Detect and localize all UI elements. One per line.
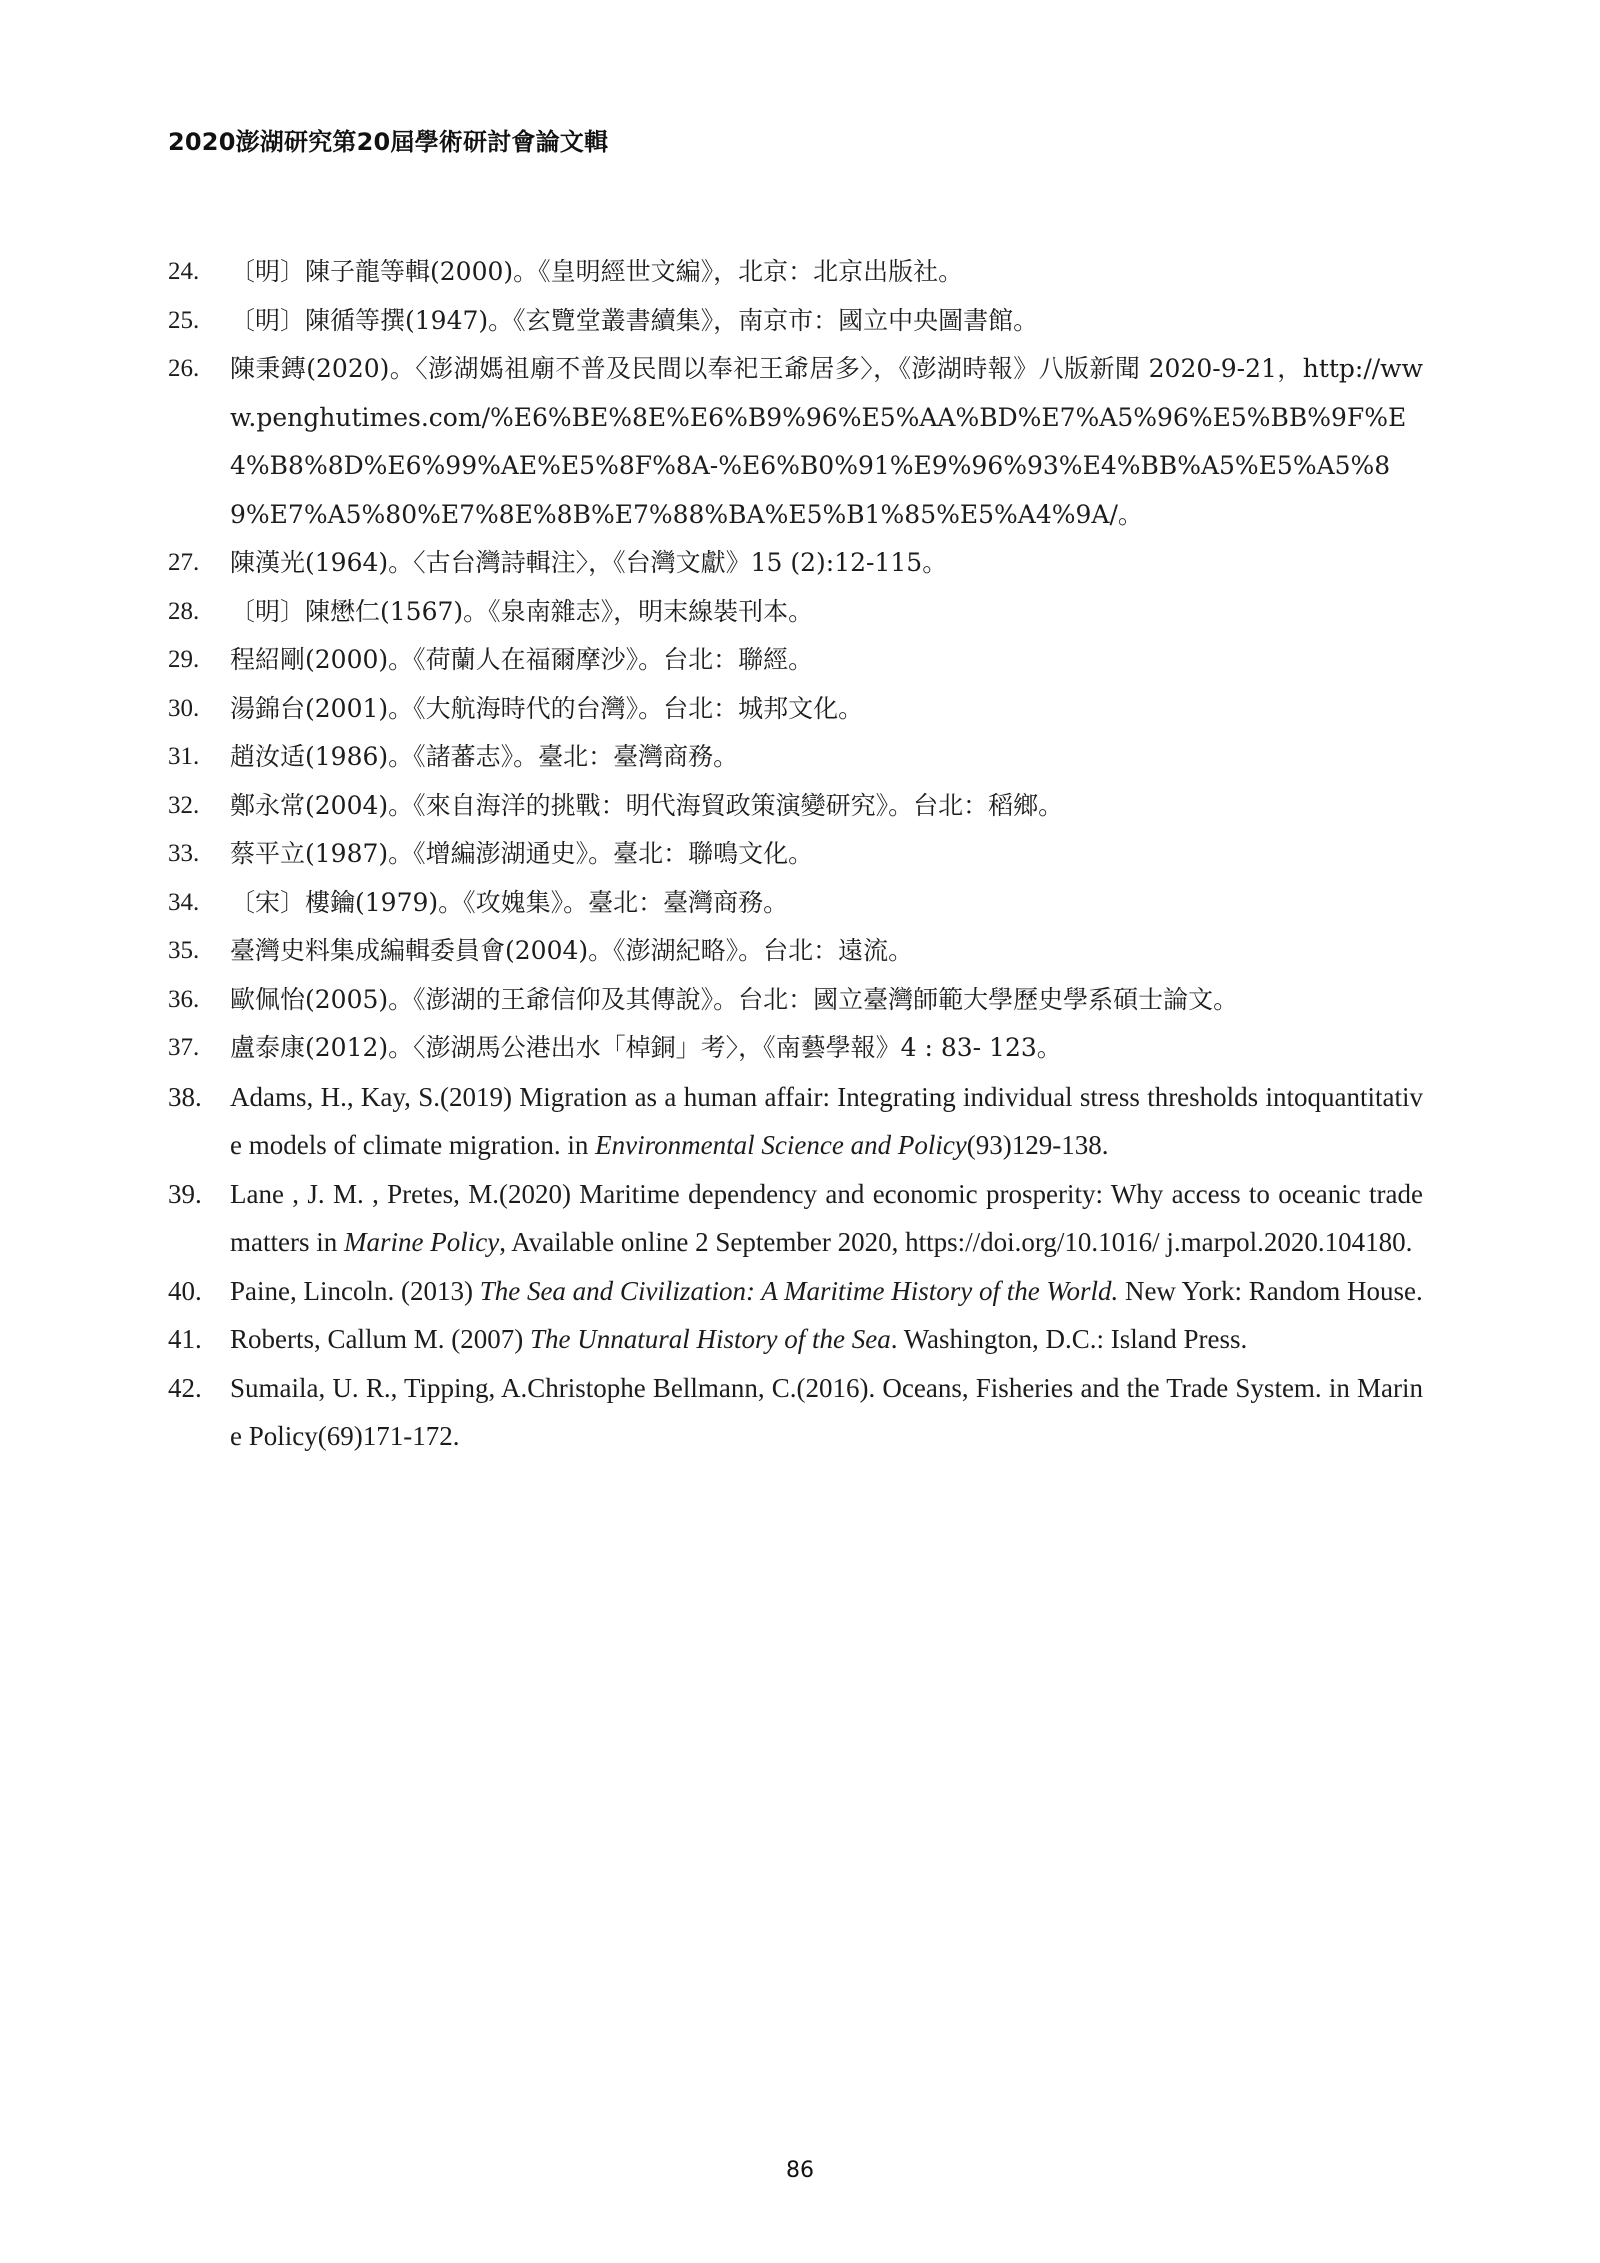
reference-text-segment: 〔宋〕樓鑰(1979)。《攻媿集》。臺北：臺灣商務。 — [230, 887, 789, 917]
reference-item — [168, 636, 1423, 685]
reference-text-segment: 湯錦台(2001)。《大航海時代的台灣》。台北：城邦文化。 — [230, 693, 864, 723]
reference-item — [168, 539, 1423, 588]
reference-number: 37. — [168, 1034, 200, 1061]
reference-text — [230, 1267, 1423, 1316]
reference-title-italic: Environmental Science and Policy — [595, 1130, 967, 1160]
reference-item — [168, 976, 1423, 1025]
reference-text-segment: 陳秉鏄(2020)。〈澎湖媽祖廟不普及民間以奉祀王爺居多〉，《澎湖時報》八版新聞 2020-9-21，http://www.penghutimes.com/%E6%BE%8E%E6%B9%96%E5%AA%BD%E7%A5%96%E5%BB%9F%E4%B8%8D%E6%99%AE%E5%8F%8A-%E6%B0%91%E9%96%93%E4%BB%A5%E5%A5%89%E7%A5%80%E7%8E%8B%E7%88%BA%E5%B1%85%E5%A4%9A/。 — [230, 354, 1423, 529]
reference-text — [230, 685, 1423, 734]
reference-number: 30. — [168, 694, 200, 722]
reference-number: 31. — [168, 743, 200, 770]
reference-text — [230, 539, 1423, 588]
reference-text — [230, 1024, 1423, 1073]
reference-text-segment: , Available online 2 September 2020, https://doi.org/10.1016/ j.marpol.2020.104180. — [499, 1227, 1413, 1257]
reference-number: 42. — [168, 1372, 202, 1403]
reference-text-segment: 臺灣史料集成編輯委員會(2004)。《澎湖紀略》。台北：遠流。 — [230, 936, 914, 965]
reference-item — [168, 1267, 1423, 1316]
reference-text — [230, 976, 1423, 1025]
reference-number: 28. — [168, 597, 200, 625]
reference-text-segment: 〔明〕陳循等撰(1947)。《玄覽堂叢書續集》，南京市：國立中央圖書館。 — [230, 305, 1039, 335]
reference-text — [230, 248, 1423, 297]
reference-text — [230, 636, 1423, 685]
reference-number: 33. — [168, 840, 200, 867]
reference-text — [230, 1364, 1423, 1461]
reference-number: 25. — [168, 306, 200, 334]
reference-item — [168, 1073, 1423, 1170]
reference-text — [230, 588, 1423, 637]
reference-number: 41. — [168, 1324, 202, 1354]
reference-text — [230, 1170, 1423, 1267]
reference-item — [168, 733, 1423, 782]
reference-text — [230, 297, 1423, 346]
reference-text-segment: New York: Random House. — [1118, 1275, 1423, 1306]
reference-number: 35. — [168, 937, 200, 964]
reference-text-segment: (93)129-138. — [966, 1130, 1109, 1160]
reference-item — [168, 1024, 1423, 1073]
reference-item — [168, 1170, 1423, 1267]
reference-number: 29. — [168, 646, 200, 673]
reference-text-segment: 〔明〕陳懋仁(1567)。《泉南雜志》，明末線裝刊本。 — [230, 596, 814, 626]
reference-text — [230, 733, 1423, 782]
reference-item — [168, 345, 1423, 539]
reference-text-segment: Adams, H., Kay, S.(2019) Migration as a human affair: Integrating individual stress thresholds intoquantitative models of climate migration. in — [230, 1081, 1423, 1160]
reference-item — [168, 879, 1423, 928]
reference-title-italic: Marine Policy — [343, 1227, 500, 1257]
reference-number: 34. — [168, 888, 200, 916]
reference-item — [168, 588, 1423, 637]
page-number: 86 — [786, 2158, 814, 2183]
reference-item — [168, 782, 1423, 831]
reference-text-segment: Paine, Lincoln. (2013) — [230, 1275, 480, 1306]
reference-item — [168, 830, 1423, 879]
reference-text-segment: 鄭永常(2004)。《來自海洋的挑戰：明代海貿政策演變研究》。台北：稻鄉。 — [230, 790, 1064, 820]
reference-text — [230, 1073, 1423, 1170]
reference-number: 36. — [168, 985, 200, 1013]
reference-text-segment: Lane , J. M. , Pretes, M.(2020) Maritime dependency and economic prosperity: Why access to oceanic trade matters in — [230, 1178, 1423, 1257]
reference-text-segment: 趙汝适(1986)。《諸蕃志》。臺北：臺灣商務。 — [230, 742, 739, 771]
reference-text — [230, 782, 1423, 831]
reference-number: 32. — [168, 791, 200, 819]
reference-text — [230, 1315, 1423, 1364]
reference-number: 24. — [168, 258, 200, 285]
reference-text — [230, 345, 1423, 539]
reference-number: 26. — [168, 355, 200, 382]
reference-item — [168, 1315, 1423, 1364]
reference-text — [230, 879, 1423, 928]
reference-text-segment: 歐佩怡(2005)。《澎湖的王爺信仰及其傳說》。台北：國立臺灣師範大學歷史學系碩士論文。 — [230, 984, 1239, 1014]
reference-text-segment: 〔明〕陳子龍等輯(2000)。《皇明經世文編》，北京：北京出版社。 — [230, 257, 964, 286]
reference-number: 39. — [168, 1178, 202, 1209]
reference-item — [168, 297, 1423, 346]
reference-number: 40. — [168, 1275, 202, 1306]
reference-text — [230, 927, 1423, 976]
reference-text-segment: . Washington, D.C.: Island Press. — [890, 1324, 1248, 1354]
reference-number: 38. — [168, 1081, 202, 1112]
reference-item — [168, 685, 1423, 734]
reference-item — [168, 927, 1423, 976]
reference-number: 27. — [168, 549, 200, 576]
reference-text-segment: Roberts, Callum M. (2007) — [230, 1324, 530, 1354]
reference-title-italic: The Sea and Civilization: A Maritime History of the World. — [479, 1275, 1119, 1306]
reference-text-segment: 盧泰康(2012)。〈澎湖馬公港出水「棹銅」考〉，《南藝學報》4 : 83- 123。 — [230, 1033, 1062, 1062]
running-header: 2020澎湖研究第20屆學術研討會論文輯 — [168, 128, 609, 156]
reference-text-segment: 蔡平立(1987)。《增編澎湖通史》。臺北：聯鳴文化。 — [230, 839, 814, 868]
reference-item — [168, 1364, 1423, 1461]
reference-text — [230, 830, 1423, 879]
reference-text-segment: Sumaila, U. R., Tipping, A.Christophe Bellmann, C.(2016). Oceans, Fisheries and the Trade System. in Marine Policy(69)171-172. — [230, 1372, 1423, 1451]
reference-list — [168, 248, 1423, 1461]
reference-text-segment: 陳漢光(1964)。〈古台灣詩輯注〉，《台灣文獻》15 (2):12-115。 — [230, 548, 948, 577]
reference-title-italic: The Unnatural History of the Sea — [529, 1324, 891, 1354]
reference-text-segment: 程紹剛(2000)。《荷蘭人在福爾摩沙》。台北：聯經。 — [230, 645, 814, 674]
reference-item — [168, 248, 1423, 297]
